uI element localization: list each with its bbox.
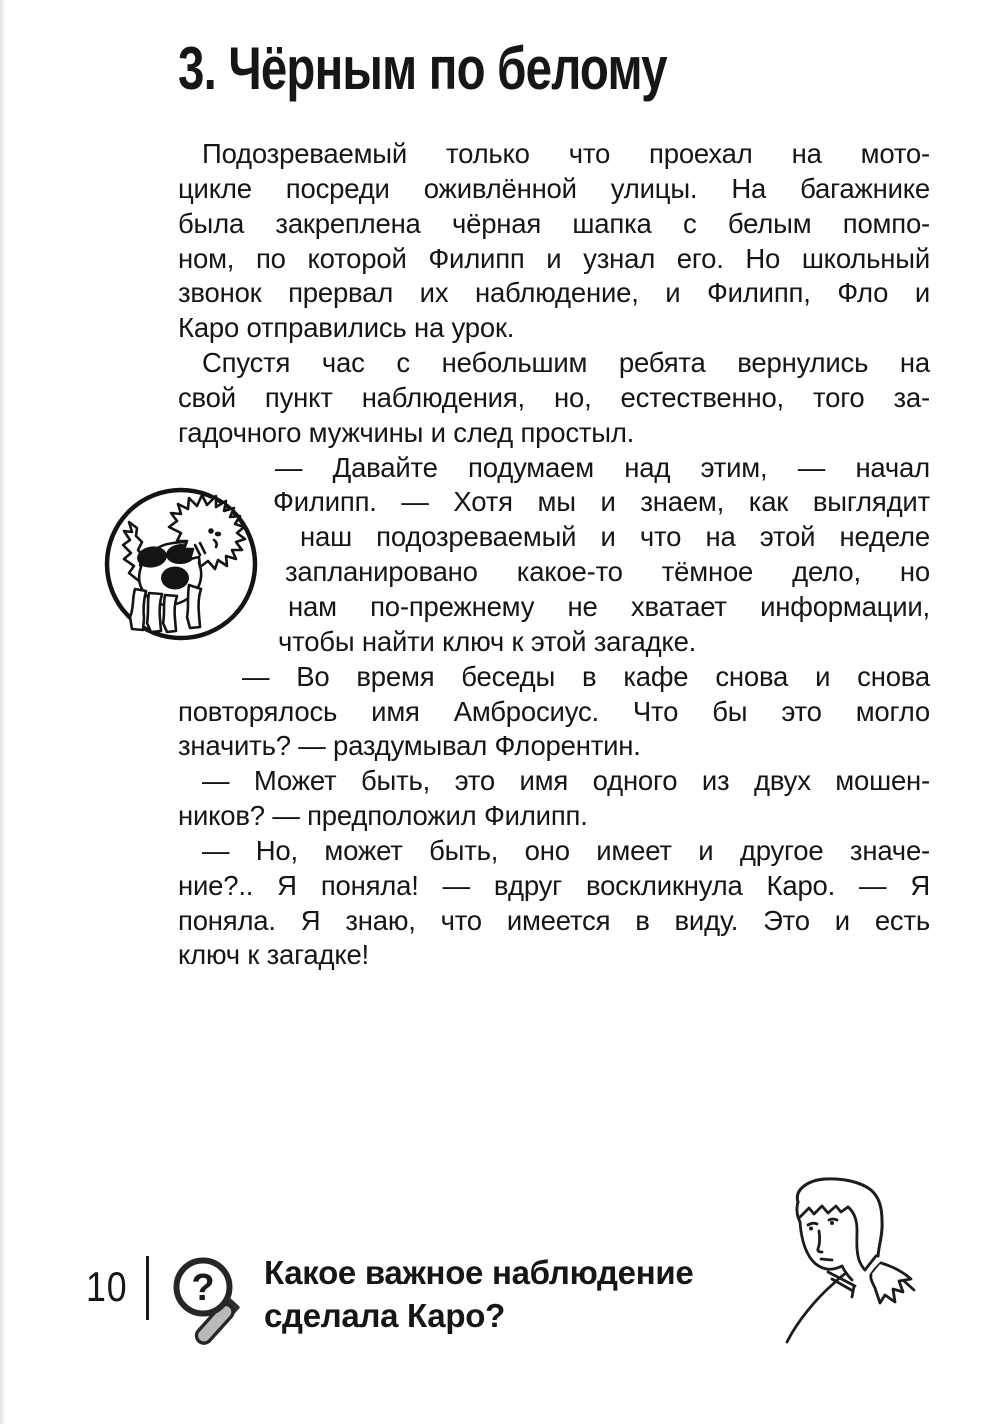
story-line: ников? — предположил Филипп. — [178, 800, 588, 832]
story-line: значить? — раздумывал Флорентин. — [178, 730, 641, 762]
story-line: поняла. Я знаю, что имеется в виду. Это и есть — [178, 904, 930, 936]
story-line: нам по-прежнему не хватает информации, — [288, 590, 930, 622]
scan-edge-shade — [0, 0, 6, 1424]
paragraph — [178, 834, 930, 973]
story-line: Филипп. — Хотя мы и знаем, как выглядит — [273, 486, 930, 518]
paragraph — [178, 660, 930, 765]
story-line: звонок прервал их наблюдение, и Филипп, Фло и — [178, 277, 930, 309]
story-line: Спустя час с небольшим ребята вернулись на — [202, 347, 930, 379]
paragraph — [178, 764, 930, 834]
footer-divider-line — [146, 1256, 149, 1320]
question-line: сделала Каро? — [264, 1296, 505, 1334]
dog-illustration — [101, 483, 261, 645]
paragraph-wrapped-around-dog — [178, 451, 930, 660]
story-line: ном, по которой Филипп и узнал его. Но школьный — [178, 242, 930, 274]
paragraph — [178, 137, 930, 346]
question-line: Какое важное наблюдение — [264, 1254, 694, 1291]
chapter-question — [264, 1252, 693, 1337]
story-line: — Во время беседы в кафе снова и снова — [242, 660, 930, 692]
story-line: была закреплена чёрная шапка с белым помпо- — [178, 207, 930, 239]
girl-illustration — [775, 1176, 925, 1354]
story-line: ние?.. Я поняла! — вдруг воскликнула Каро. — Я — [178, 869, 930, 901]
story-line: цикле посреди оживлённой улицы. На багажнике — [178, 172, 930, 204]
story-line: — Но, может быть, оно имеет и другое значе- — [202, 834, 930, 866]
paragraph — [178, 346, 930, 451]
story-line: Каро отправились на урок. — [178, 312, 515, 344]
chapter-title: 3. Чёрным по белому — [178, 35, 667, 102]
story-line: запланировано какое-то тёмное дело, но — [285, 556, 930, 588]
story-line: — Может быть, это имя одного из двух мошен- — [202, 765, 930, 797]
story-text — [178, 137, 930, 973]
story-line: повторялось имя Амбросиус. Что бы это могло — [178, 695, 930, 727]
story-line: гадочного мужчины и след простыл. — [178, 416, 635, 448]
page-number: 10 — [86, 1263, 128, 1310]
story-line: Подозреваемый только что проехал на мото- — [202, 138, 930, 169]
story-line: ключ к загадке! — [178, 939, 369, 971]
story-line: свой пункт наблюдения, но, естественно, того за- — [178, 381, 930, 413]
magnifier-question-icon — [169, 1246, 265, 1356]
girl-line-art — [787, 1179, 914, 1342]
story-line: — Давайте подумаем над этим, — начал — [275, 451, 930, 483]
story-line: чтобы найти ключ к этой загадке. — [278, 625, 697, 657]
question-mark: ? — [191, 1267, 215, 1309]
story-line: наш подозреваемый и что на этой неделе — [300, 521, 930, 553]
